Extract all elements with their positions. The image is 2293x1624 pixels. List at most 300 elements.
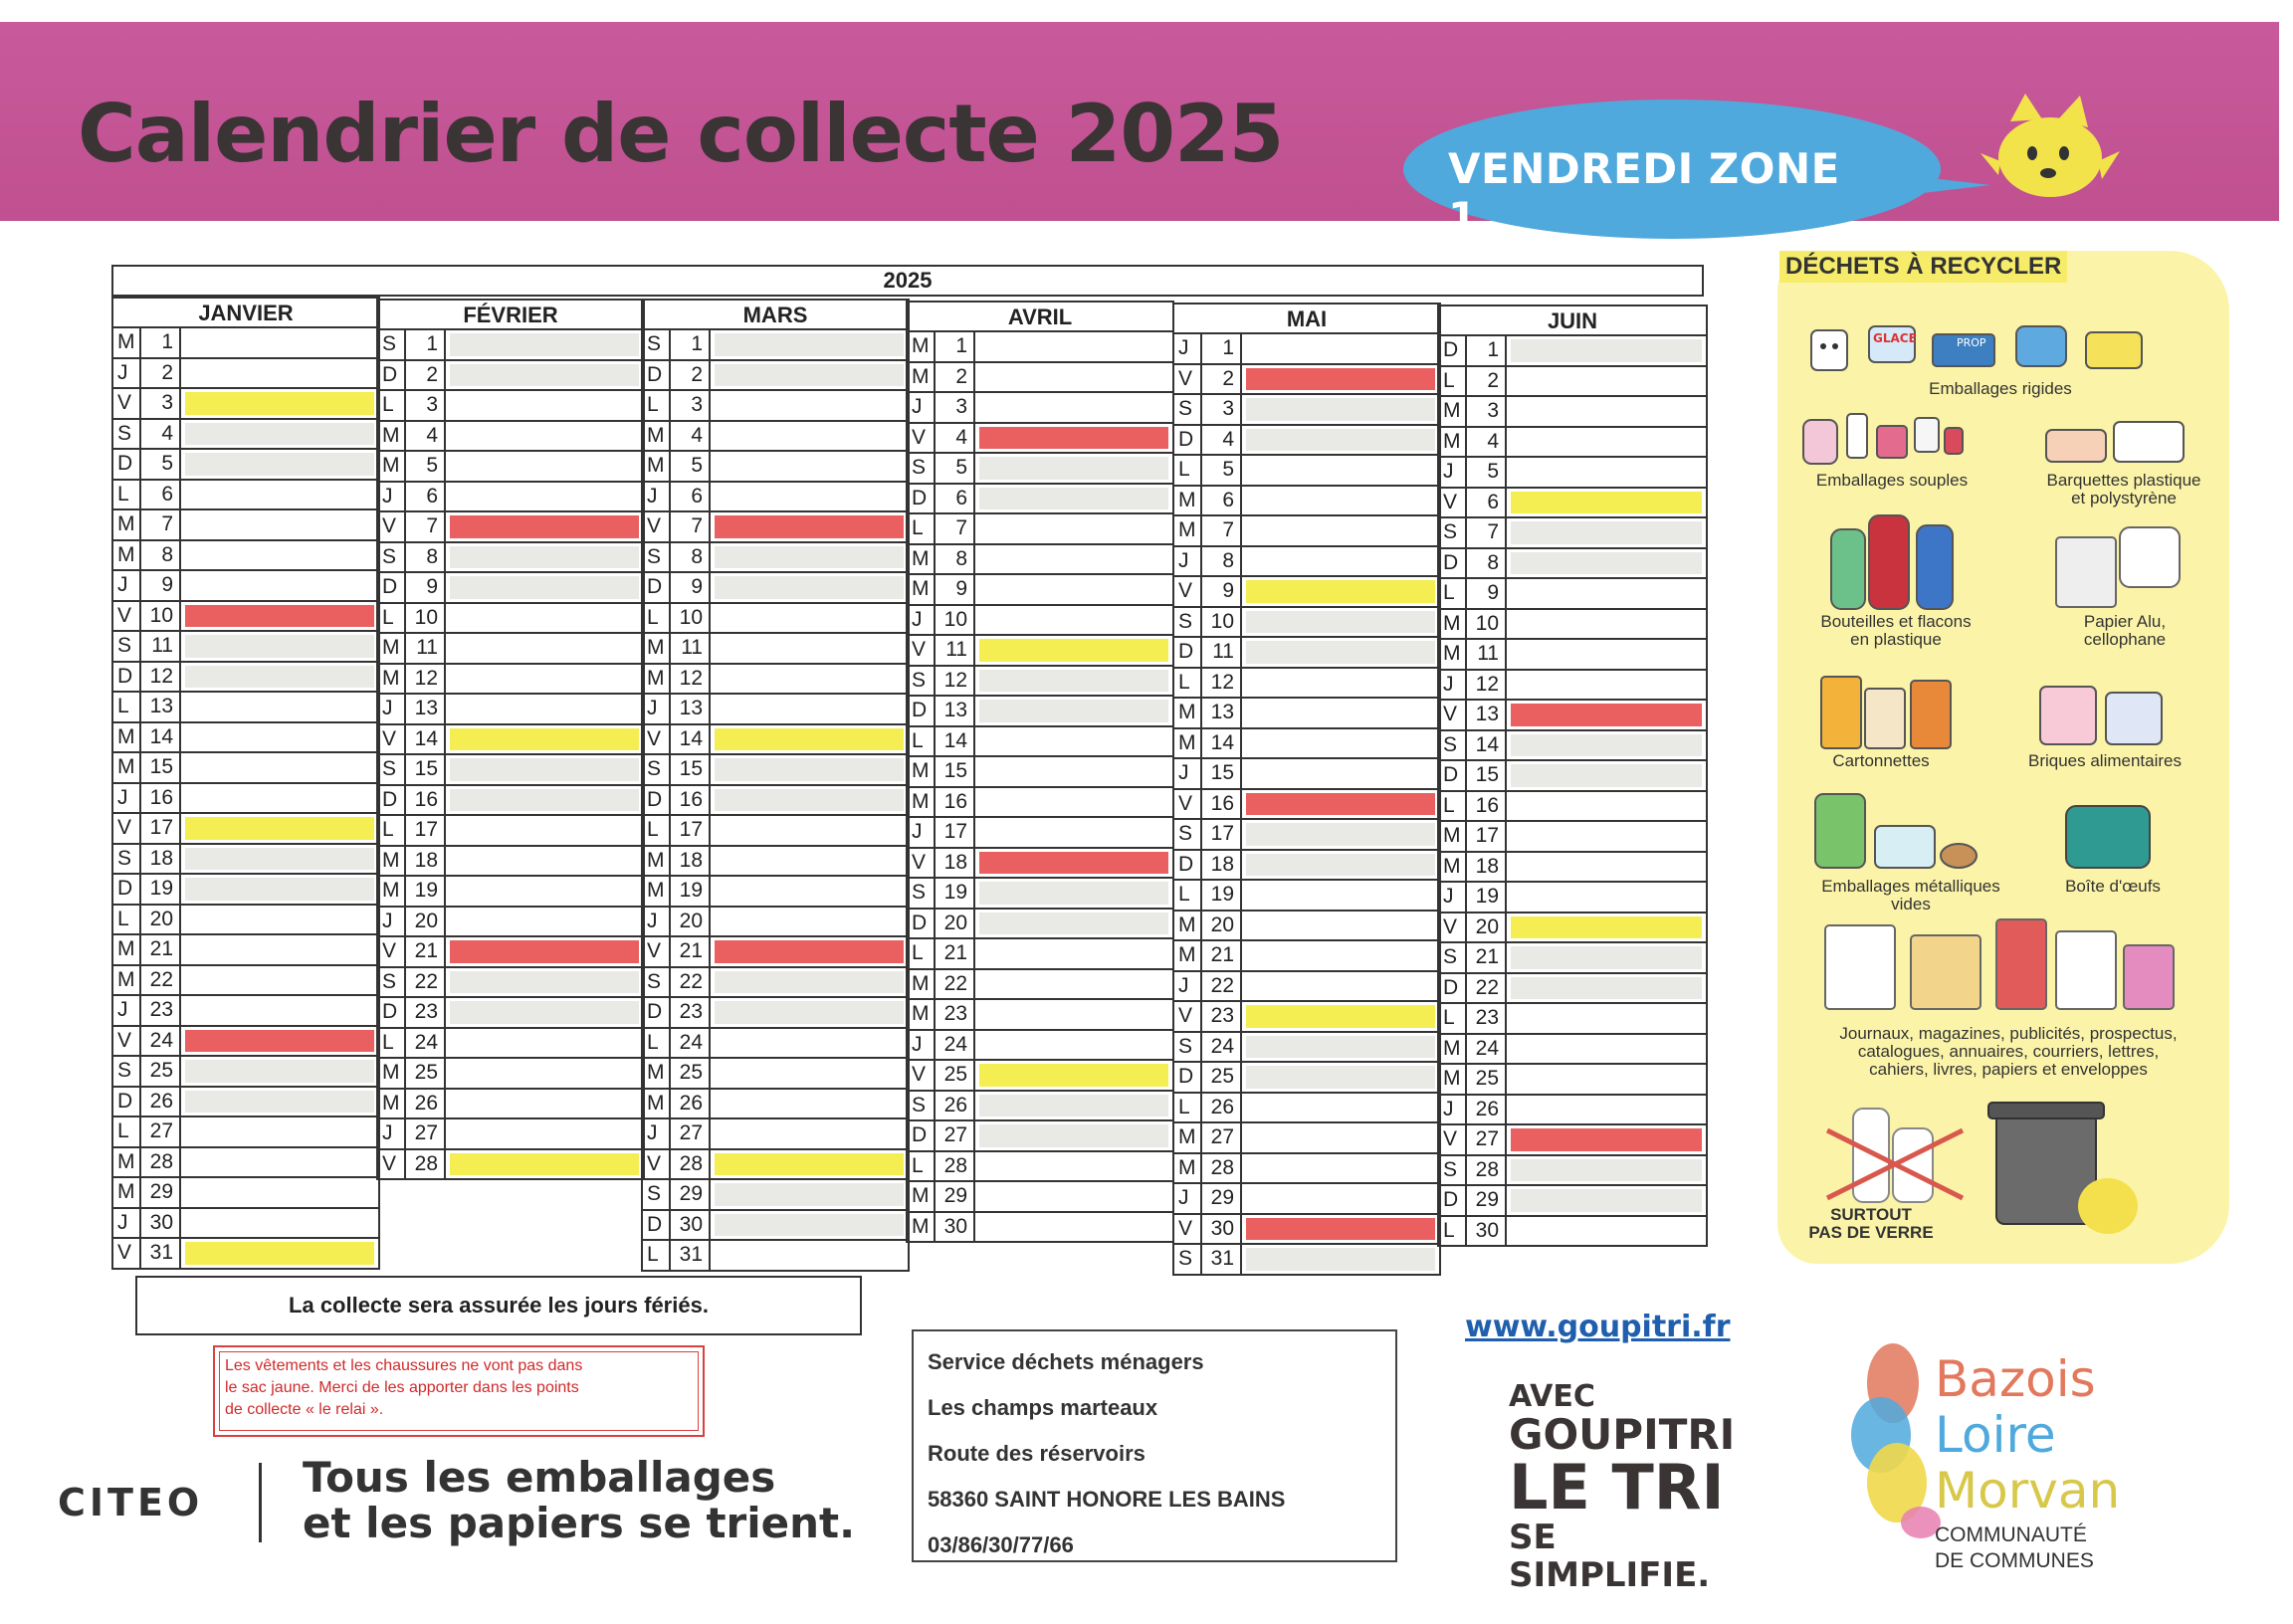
- weekday-letter: L: [1439, 579, 1467, 608]
- calendar-day-row: [908, 1061, 1172, 1092]
- collection-red-cell: [1511, 704, 1702, 726]
- day-number: 27: [1467, 1125, 1507, 1154]
- weekday-letter: S: [643, 330, 671, 359]
- day-cell: [450, 1032, 639, 1055]
- weekday-letter: D: [113, 875, 141, 904]
- day-number: 23: [406, 998, 446, 1027]
- calendar-day-row: [1174, 365, 1439, 396]
- calendar-day-row: [1174, 669, 1439, 700]
- weekend-cell: [715, 789, 904, 812]
- calendar-day-row: [378, 665, 643, 696]
- day-number: 29: [671, 1180, 711, 1209]
- day-number: 13: [671, 695, 711, 723]
- day-number: 27: [936, 1121, 975, 1150]
- day-cell: [1511, 613, 1702, 636]
- weekend-cell: [185, 848, 374, 871]
- metal-label-1: Emballages métalliques: [1821, 877, 2000, 896]
- weekday-letter: M: [378, 665, 406, 694]
- weekday-letter: M: [1439, 428, 1467, 457]
- day-cell: [979, 1216, 1168, 1239]
- calendar-day-row: [643, 483, 908, 513]
- calendar-day-row: [643, 1150, 908, 1181]
- day-number: 13: [936, 697, 975, 725]
- calendar-day-row: [113, 571, 378, 602]
- day-number: 7: [936, 514, 975, 543]
- day-number: 25: [1202, 1063, 1242, 1092]
- day-cell: [450, 698, 639, 720]
- weekday-letter: L: [378, 816, 406, 845]
- weekend-cell: [1511, 1159, 1702, 1182]
- weekday-letter: L: [908, 727, 936, 756]
- calendar-day-row: [908, 1031, 1172, 1062]
- calendar-day-row: [113, 420, 378, 451]
- day-number: 5: [406, 452, 446, 481]
- calendar-day-row: [113, 1148, 378, 1179]
- calendar-day-row: [1439, 1065, 1706, 1096]
- calendar-day-row: [378, 604, 643, 635]
- weekday-letter: L: [1174, 669, 1202, 698]
- weekday-letter: M: [643, 1059, 671, 1088]
- calendar-day-row: [1174, 608, 1439, 639]
- day-cell: [450, 637, 639, 660]
- weekday-letter: D: [113, 663, 141, 692]
- day-number: 19: [1202, 881, 1242, 910]
- calendar-day-row: [643, 452, 908, 483]
- weekend-cell: [185, 1060, 374, 1083]
- calendar-day-row: [908, 575, 1172, 606]
- day-number: 23: [1202, 1002, 1242, 1031]
- weekday-letter: D: [378, 361, 406, 390]
- calendar-day-row: [113, 784, 378, 815]
- day-number: 29: [141, 1178, 181, 1207]
- day-number: 28: [671, 1150, 711, 1179]
- weekday-letter: L: [643, 816, 671, 845]
- day-number: 7: [1202, 516, 1242, 545]
- collection-yellow-cell: [185, 1242, 374, 1265]
- blm-name-1: Bazois: [1935, 1350, 2096, 1408]
- service-line: Les champs marteaux: [928, 1395, 1158, 1420]
- calendar-day-row: [1439, 489, 1706, 519]
- collection-yellow-cell: [715, 728, 904, 751]
- weekday-letter: D: [908, 1121, 936, 1150]
- weekday-letter: S: [1439, 731, 1467, 760]
- weekday-letter: M: [908, 363, 936, 392]
- day-cell: [1246, 672, 1435, 695]
- alu-label-2: cellophane: [2083, 630, 2167, 649]
- day-cell: [185, 696, 374, 718]
- day-number: 6: [1202, 487, 1242, 515]
- calendar-day-row: [378, 1090, 643, 1120]
- calendar-day-row: [643, 786, 908, 817]
- calendar-day-row: [1439, 731, 1706, 762]
- blm-subtitle: [1935, 1522, 2094, 1574]
- day-number: 2: [936, 363, 975, 392]
- collection-yellow-cell: [185, 817, 374, 840]
- weekday-letter: L: [113, 1117, 141, 1146]
- month-column: [906, 301, 1174, 1243]
- day-cell: [1246, 702, 1435, 724]
- weekend-cell: [1246, 854, 1435, 877]
- day-number: 18: [1467, 853, 1507, 882]
- day-number: 27: [406, 1119, 446, 1148]
- calendar-day-row: [113, 481, 378, 511]
- collection-red-cell: [450, 515, 639, 538]
- clothes-note-border: [219, 1351, 699, 1431]
- day-number: 8: [406, 543, 446, 572]
- clothes-note: [213, 1345, 705, 1437]
- service-line: 03/86/30/77/66: [928, 1532, 1074, 1557]
- day-number: 13: [406, 695, 446, 723]
- calendar-day-row: [113, 693, 378, 723]
- slogan-line-1: Tous les emballages: [303, 1453, 776, 1502]
- weekday-letter: M: [908, 545, 936, 574]
- weekday-letter: J: [1174, 334, 1202, 363]
- day-number: 30: [671, 1211, 711, 1240]
- weekday-letter: V: [908, 849, 936, 878]
- weekday-letter: M: [113, 328, 141, 357]
- calendar-day-row: [113, 450, 378, 481]
- day-cell: [185, 969, 374, 992]
- collection-red-cell: [979, 852, 1168, 875]
- day-number: 7: [406, 512, 446, 541]
- day-number: 26: [1467, 1096, 1507, 1124]
- calendar-day-row: [643, 1119, 908, 1150]
- calendar-day-row: [1439, 792, 1706, 823]
- day-number: 11: [1467, 640, 1507, 669]
- weekday-letter: D: [908, 485, 936, 513]
- day-number: 9: [406, 573, 446, 602]
- day-number: 25: [406, 1059, 446, 1088]
- month-column: [111, 297, 380, 1270]
- weekday-letter: L: [908, 514, 936, 543]
- weekday-letter: M: [113, 541, 141, 570]
- day-number: 19: [141, 875, 181, 904]
- day-number: 27: [671, 1119, 711, 1148]
- calendar-day-row: [643, 361, 908, 392]
- day-cell: [1511, 370, 1702, 393]
- weekday-letter: D: [643, 573, 671, 602]
- calendar-day-row: [378, 1029, 643, 1060]
- bottle-label-1: Bouteilles et flacons: [1820, 612, 1972, 631]
- day-number: 20: [141, 906, 181, 934]
- day-number: 17: [936, 818, 975, 847]
- calendar-day-row: [1439, 974, 1706, 1005]
- weekday-letter: S: [113, 632, 141, 661]
- day-cell: [715, 698, 904, 720]
- weekday-letter: M: [113, 510, 141, 539]
- weekday-letter: J: [1174, 1184, 1202, 1213]
- holiday-note: La collecte sera assurée les jours fériés.: [135, 1276, 862, 1335]
- weekend-cell: [1511, 734, 1702, 757]
- weekday-letter: M: [643, 877, 671, 906]
- calendar-day-row: [113, 753, 378, 784]
- calendar-day-row: [1174, 1033, 1439, 1064]
- weekday-letter: V: [378, 725, 406, 754]
- calendar-day-row: [113, 1178, 378, 1209]
- day-number: 27: [141, 1117, 181, 1146]
- weekend-cell: [450, 546, 639, 569]
- day-number: 16: [671, 786, 711, 815]
- calendar-day-row: [1439, 822, 1706, 853]
- weekday-letter: D: [1174, 638, 1202, 667]
- goupitri-logo: [1509, 1381, 1748, 1594]
- weekday-letter: J: [113, 1209, 141, 1238]
- calendar-day-row: [378, 391, 643, 422]
- calendar-day-row: [113, 1239, 378, 1270]
- collection-yellow-cell: [1511, 492, 1702, 514]
- day-cell: [1246, 1097, 1435, 1119]
- weekday-letter: V: [1439, 701, 1467, 729]
- collection-red-cell: [185, 605, 374, 628]
- weekday-letter: M: [113, 753, 141, 782]
- day-cell: [450, 425, 639, 448]
- day-cell: [450, 668, 639, 691]
- calendar-day-row: [1174, 638, 1439, 669]
- calendar-day-row: [643, 998, 908, 1029]
- weekday-letter: J: [1174, 759, 1202, 788]
- calendar-day-row: [1439, 1125, 1706, 1156]
- weekend-cell: [185, 453, 374, 476]
- calendar-day-row: [908, 910, 1172, 940]
- day-number: 10: [1467, 610, 1507, 639]
- weekend-cell: [979, 488, 1168, 510]
- day-cell: [1246, 914, 1435, 937]
- day-number: 1: [936, 332, 975, 361]
- calendar-day-row: [1174, 1123, 1439, 1154]
- weekend-cell: [450, 576, 639, 599]
- calendar-day-row: [1174, 820, 1439, 851]
- calendar-day-row: [908, 332, 1172, 363]
- collection-yellow-cell: [1511, 916, 1702, 939]
- calendar-day-row: [643, 908, 908, 938]
- day-number: 15: [671, 755, 711, 784]
- weekend-cell: [1246, 398, 1435, 421]
- weekday-letter: S: [643, 968, 671, 997]
- weekday-letter: L: [1174, 456, 1202, 485]
- collection-yellow-cell: [450, 728, 639, 751]
- day-cell: [450, 455, 639, 478]
- weekday-letter: D: [1174, 426, 1202, 455]
- day-number: 19: [671, 877, 711, 906]
- calendar-day-row: [1174, 1245, 1439, 1276]
- day-number: 15: [936, 757, 975, 786]
- day-number: 6: [406, 483, 446, 511]
- day-number: 9: [1202, 577, 1242, 606]
- day-cell: [185, 787, 374, 810]
- weekday-letter: M: [378, 634, 406, 663]
- day-cell: [1511, 856, 1702, 879]
- weekend-cell: [450, 364, 639, 387]
- day-number: 23: [1467, 1004, 1507, 1033]
- weekday-letter: M: [378, 877, 406, 906]
- weekday-letter: V: [643, 1150, 671, 1179]
- calendar-day-row: [1439, 428, 1706, 459]
- day-cell: [715, 394, 904, 417]
- day-number: 13: [141, 693, 181, 721]
- day-number: 23: [936, 1000, 975, 1029]
- day-cell: [715, 850, 904, 873]
- day-number: 13: [1467, 701, 1507, 729]
- day-cell: [1246, 550, 1435, 573]
- calendar-day-row: [908, 454, 1172, 485]
- day-number: 26: [141, 1088, 181, 1116]
- day-cell: [185, 513, 374, 536]
- weekday-letter: V: [643, 725, 671, 754]
- day-cell: [1511, 825, 1702, 848]
- weekend-cell: [1246, 1036, 1435, 1059]
- day-number: 7: [141, 510, 181, 539]
- weekend-cell: [1246, 641, 1435, 664]
- day-number: 15: [141, 753, 181, 782]
- day-cell: [1246, 1157, 1435, 1180]
- day-number: 21: [936, 939, 975, 968]
- day-number: 22: [936, 970, 975, 999]
- calendar-day-row: [113, 996, 378, 1027]
- day-cell: [715, 1122, 904, 1145]
- day-cell: [185, 726, 374, 749]
- weekday-letter: M: [1439, 397, 1467, 426]
- goupitri-line-4: SE SIMPLIFIE.: [1509, 1518, 1711, 1595]
- day-cell: [185, 1120, 374, 1143]
- day-number: 16: [1467, 792, 1507, 821]
- calendar-day-row: [1439, 1004, 1706, 1035]
- weekday-letter: M: [1174, 516, 1202, 545]
- weekday-letter: L: [643, 604, 671, 633]
- month-header: MAI: [1174, 303, 1439, 334]
- day-number: 10: [406, 604, 446, 633]
- weekday-letter: S: [113, 1057, 141, 1086]
- day-cell: [1511, 795, 1702, 818]
- weekday-letter: L: [643, 1241, 671, 1270]
- aluminium-foil-icon: [2050, 517, 2199, 613]
- weekday-letter: D: [1439, 761, 1467, 790]
- weekday-letter: M: [378, 422, 406, 451]
- day-number: 4: [141, 420, 181, 449]
- day-cell: [979, 1034, 1168, 1057]
- month-column: [641, 299, 910, 1272]
- day-number: 3: [406, 391, 446, 420]
- weekday-letter: L: [908, 1152, 936, 1181]
- food-carton-icon: [2030, 677, 2180, 750]
- day-number: 30: [1202, 1215, 1242, 1244]
- calendar-day-row: [908, 636, 1172, 667]
- weekend-cell: [185, 635, 374, 658]
- calendar-day-row: [643, 695, 908, 725]
- day-number: 3: [936, 393, 975, 422]
- fox-mascot-icon: [1980, 92, 2120, 216]
- weekday-letter: D: [1439, 1186, 1467, 1215]
- weekday-letter: J: [113, 784, 141, 813]
- day-cell: [1511, 1038, 1702, 1061]
- day-cell: [185, 331, 374, 354]
- weekend-cell: [979, 913, 1168, 935]
- day-number: 2: [671, 361, 711, 390]
- calendar-day-row: [643, 1241, 908, 1272]
- weekday-letter: V: [1174, 1215, 1202, 1244]
- day-number: 11: [671, 634, 711, 663]
- day-cell: [1246, 459, 1435, 482]
- day-number: 11: [141, 632, 181, 661]
- weekend-cell: [185, 666, 374, 689]
- calendar-day-row: [1174, 1094, 1439, 1124]
- day-cell: [979, 578, 1168, 601]
- day-number: 7: [671, 512, 711, 541]
- weekend-cell: [715, 333, 904, 356]
- day-number: 28: [1202, 1154, 1242, 1183]
- website-link[interactable]: www.goupitri.fr: [1465, 1310, 1731, 1344]
- calendar-day-row: [113, 328, 378, 359]
- calendar-day-row: [378, 847, 643, 878]
- weekday-letter: L: [1439, 792, 1467, 821]
- day-number: 19: [406, 877, 446, 906]
- day-cell: [185, 362, 374, 385]
- day-cell: [1246, 975, 1435, 998]
- clothes-note-line-2: le sac jaune. Merci de les apporter dans les points: [225, 1379, 579, 1396]
- day-number: 23: [141, 996, 181, 1025]
- weekday-letter: V: [643, 937, 671, 966]
- collection-red-cell: [1511, 1128, 1702, 1151]
- weekday-letter: J: [113, 996, 141, 1025]
- day-number: 18: [671, 847, 711, 876]
- day-number: 16: [936, 788, 975, 817]
- day-cell: [1511, 1220, 1702, 1243]
- day-number: 21: [1467, 943, 1507, 972]
- day-cell: [185, 1151, 374, 1174]
- month-header: JANVIER: [113, 297, 378, 328]
- weekday-letter: V: [643, 512, 671, 541]
- day-number: 2: [1467, 367, 1507, 396]
- cardboard-label: Cartonnettes: [1832, 751, 1930, 770]
- calendar-day-row: [908, 514, 1172, 545]
- day-cell: [715, 1032, 904, 1055]
- weekday-letter: V: [908, 1061, 936, 1090]
- day-cell: [450, 880, 639, 903]
- day-cell: [185, 484, 374, 507]
- weekday-letter: M: [908, 757, 936, 786]
- day-cell: [715, 668, 904, 691]
- recycle-panel-title: DÉCHETS À RECYCLER: [1779, 251, 2067, 283]
- month-header: JUIN: [1439, 304, 1706, 336]
- day-cell: [185, 999, 374, 1022]
- weekday-letter: J: [908, 606, 936, 635]
- calendar-day-row: [1439, 943, 1706, 974]
- alu-label-1: Papier Alu,: [2083, 612, 2167, 631]
- day-number: 21: [141, 935, 181, 964]
- day-cell: [979, 973, 1168, 996]
- calendar-day-row: [643, 604, 908, 635]
- day-number: 15: [406, 755, 446, 784]
- calendar-day-row: [908, 1092, 1172, 1122]
- day-number: 6: [141, 481, 181, 509]
- calendar-day-row: [643, 1029, 908, 1060]
- zone-label: VENDREDI ZONE 1: [1448, 144, 1840, 242]
- calendar-day-row: [378, 755, 643, 786]
- weekday-letter: S: [1174, 1033, 1202, 1062]
- rigid-packaging-label: Emballages rigides: [1929, 379, 2072, 398]
- day-number: 9: [1467, 579, 1507, 608]
- calendar-day-row: [908, 606, 1172, 637]
- day-number: 30: [141, 1209, 181, 1238]
- weekday-letter: L: [378, 1029, 406, 1058]
- day-number: 6: [1467, 489, 1507, 517]
- weekday-letter: J: [908, 1031, 936, 1060]
- day-number: 3: [1467, 397, 1507, 426]
- weekday-letter: J: [378, 695, 406, 723]
- calendar-day-row: [1174, 1215, 1439, 1246]
- service-line: Service déchets ménagers: [928, 1349, 1204, 1374]
- weekday-letter: L: [1174, 881, 1202, 910]
- day-cell: [185, 574, 374, 597]
